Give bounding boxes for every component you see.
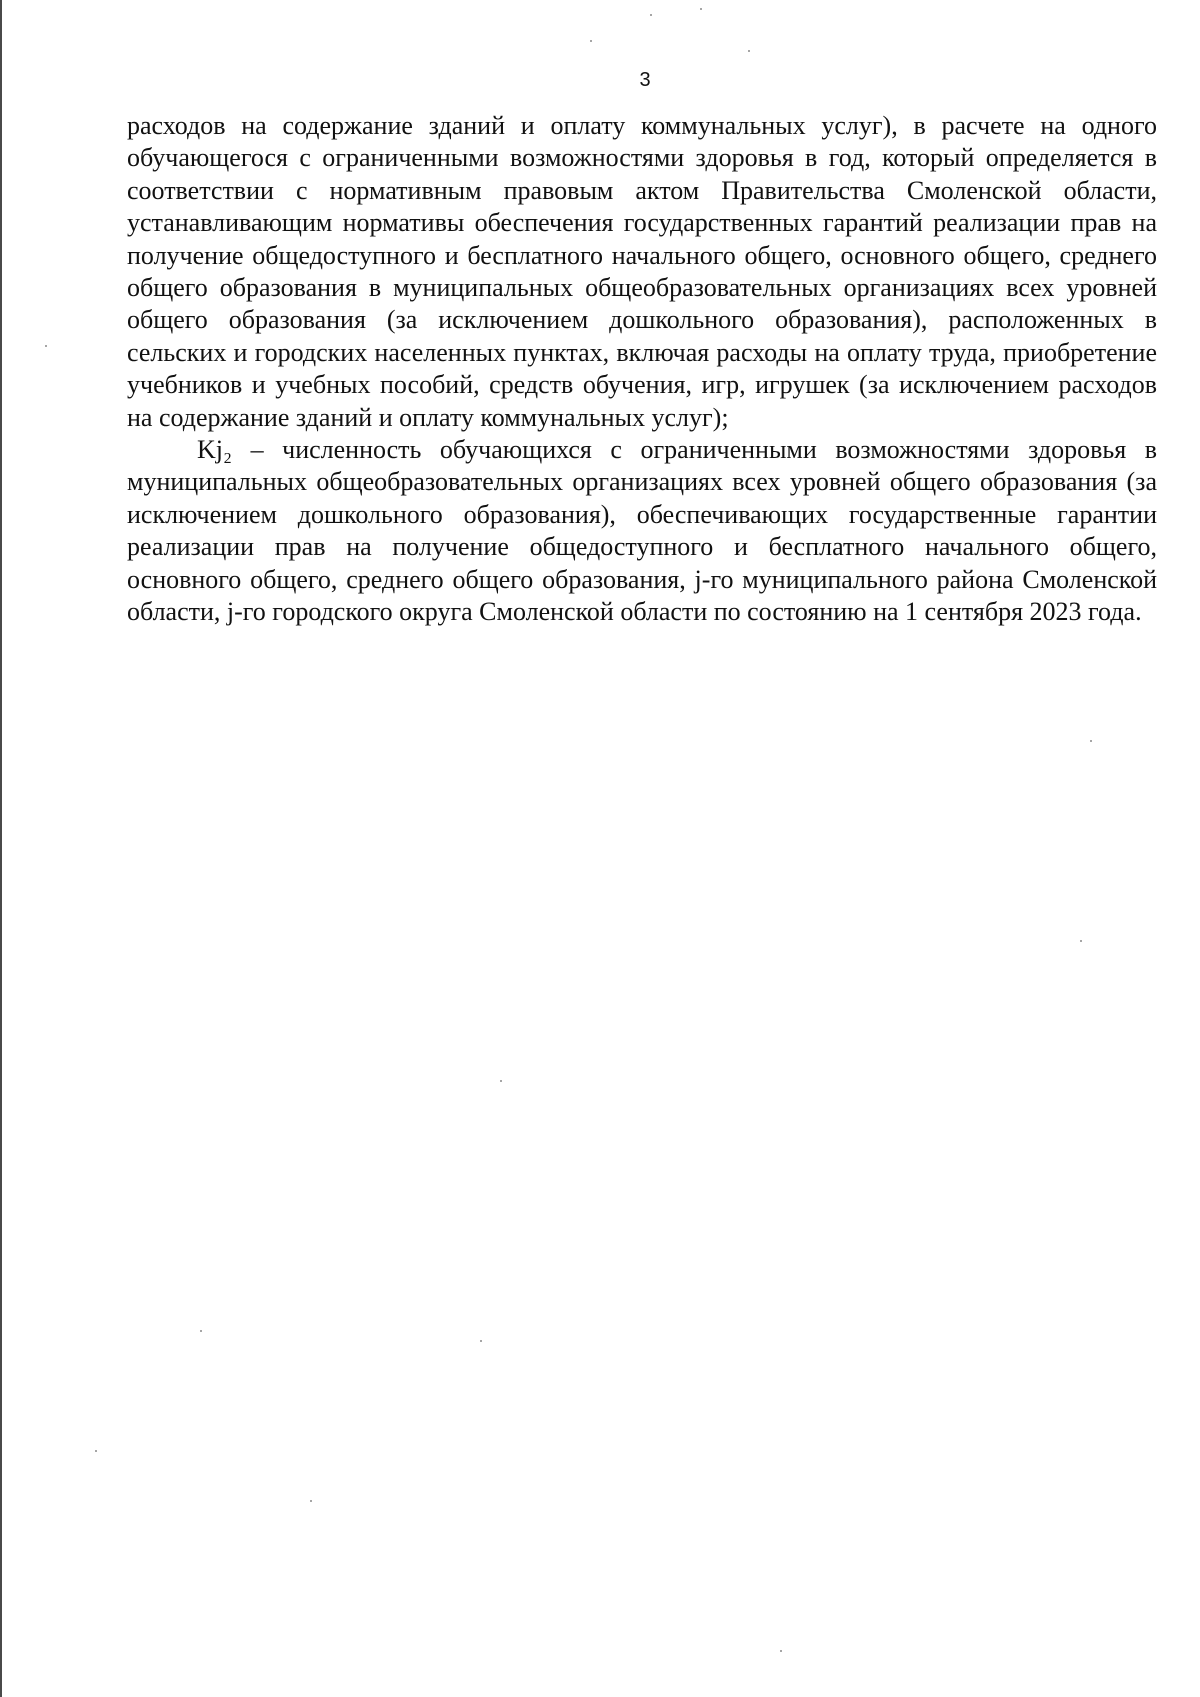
scan-border (0, 0, 2, 1697)
scan-speck (480, 1340, 482, 1342)
scan-speck (500, 1080, 502, 1082)
document-body (127, 110, 1157, 629)
scan-speck (45, 345, 47, 347)
scan-speck (95, 1450, 97, 1452)
paragraph-kj2-definition: Kj₂ – численность обучающихся с ограниченными возможностями здоровья в муниципальных общеобразовательных организациях всех уровней общего образования (за исключением дошкольного образования), обеспечивающих государственные гарантии реализации прав на получение общедоступного и бесплатного начального общего, основного общего, среднего общего образования, j-го муниципального района Смоленской области, j-го городского округа Смоленской области по состоянию на 1 сентября 2023 года. (127, 435, 1157, 627)
scan-speck (748, 50, 750, 52)
scan-speck (780, 1650, 782, 1652)
scan-speck (650, 14, 652, 16)
scan-speck (310, 1500, 312, 1502)
scan-speck (700, 8, 702, 10)
paragraph-continuation: расходов на содержание зданий и оплату коммунальных услуг), в расчете на одного обучающегося с ограниченными возможностями здоровья в год, который определяется в соответствии с нормативным правовым актом Правительства Смоленской области, устанавливающим нормативы обеспечения государственных гарантий реализации прав на получение общедоступного и бесплатного начального общего, основного общего, среднего общего образования в муниципальных общеобразовательных организациях всех уровней общего образования (за исключением дошкольного образования), расположенных в сельских и городских населенных пунктах, включая расходы на оплату труда, приобретение учебников и учебных пособий, средств обучения, игр, игрушек (за исключением расходов на содержание зданий и оплату коммунальных услуг); (127, 111, 1157, 432)
scan-speck (590, 40, 592, 42)
scan-speck (1090, 740, 1092, 742)
page-number: 3 (639, 69, 651, 91)
scan-speck (200, 1330, 202, 1332)
scan-speck (1080, 940, 1082, 942)
